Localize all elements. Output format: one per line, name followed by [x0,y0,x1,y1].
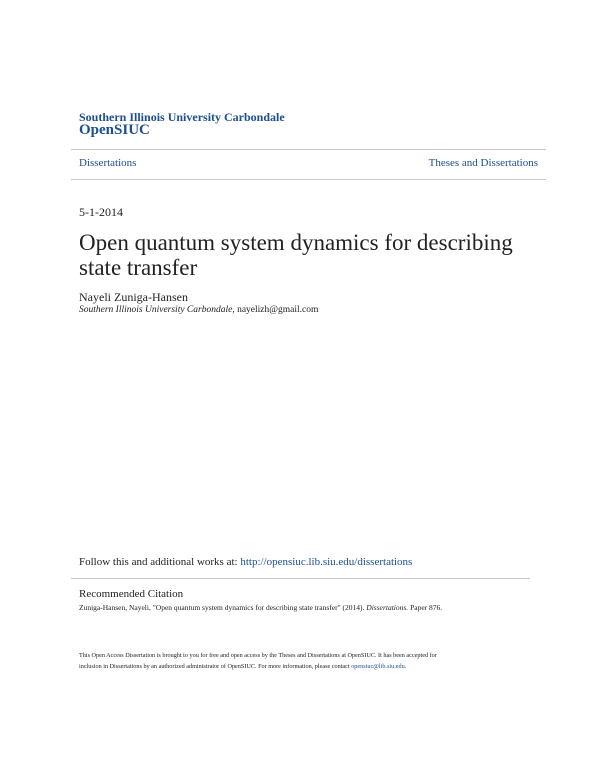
publication-date: 5-1-2014 [79,205,123,219]
dissertations-link[interactable]: Dissertations [79,157,137,169]
theses-and-dissertations-link[interactable]: Theses and Dissertations [428,157,538,169]
follow-line [79,556,412,568]
citation-text [79,603,539,612]
contact-email-link[interactable]: opensiuc@lib.siu.edu [351,663,405,670]
recommended-citation-heading: Recommended Citation [79,588,184,600]
access-statement [79,650,519,672]
breadcrumb [79,157,538,179]
access-statement-line-1: This Open Access Dissertation is brought to you for free and open access by the Theses and Dissertations at OpenSIUC. It has been accepted for [79,652,437,659]
citation-paper: Paper 876. [408,603,443,612]
citation-main: Zuniga-Hansen, Nayeli, "Open quantum system dynamics for describing state transfer" (2014). [79,603,367,612]
top-divider [71,149,546,150]
access-statement-period: . [404,663,407,670]
access-statement-line-2 [79,661,519,672]
nav-divider [71,179,546,180]
access-statement-line-2-text: inclusion in Dissertations by an authorized administrator of OpenSIUC. For more information, please contact [79,663,352,670]
university-name: Southern Illinois University Carbondale [79,110,285,124]
repository-name: OpenSIUC [79,122,150,138]
citation-journal: Dissertations. [366,603,409,612]
author-email: , nayelizh@gmail.com [232,305,319,315]
author-name: Nayeli Zuniga-Hansen [79,290,188,304]
follow-text: Follow this and additional works at: [79,556,241,568]
document-title: Open quantum system dynamics for describing state transfer [79,230,513,280]
dissertations-url-link[interactable]: http://opensiuc.lib.siu.edu/dissertations [240,556,413,568]
affiliation-name: Southern Illinois University Carbondale [79,305,233,315]
author-affiliation [79,305,318,315]
citation-divider [71,578,530,579]
